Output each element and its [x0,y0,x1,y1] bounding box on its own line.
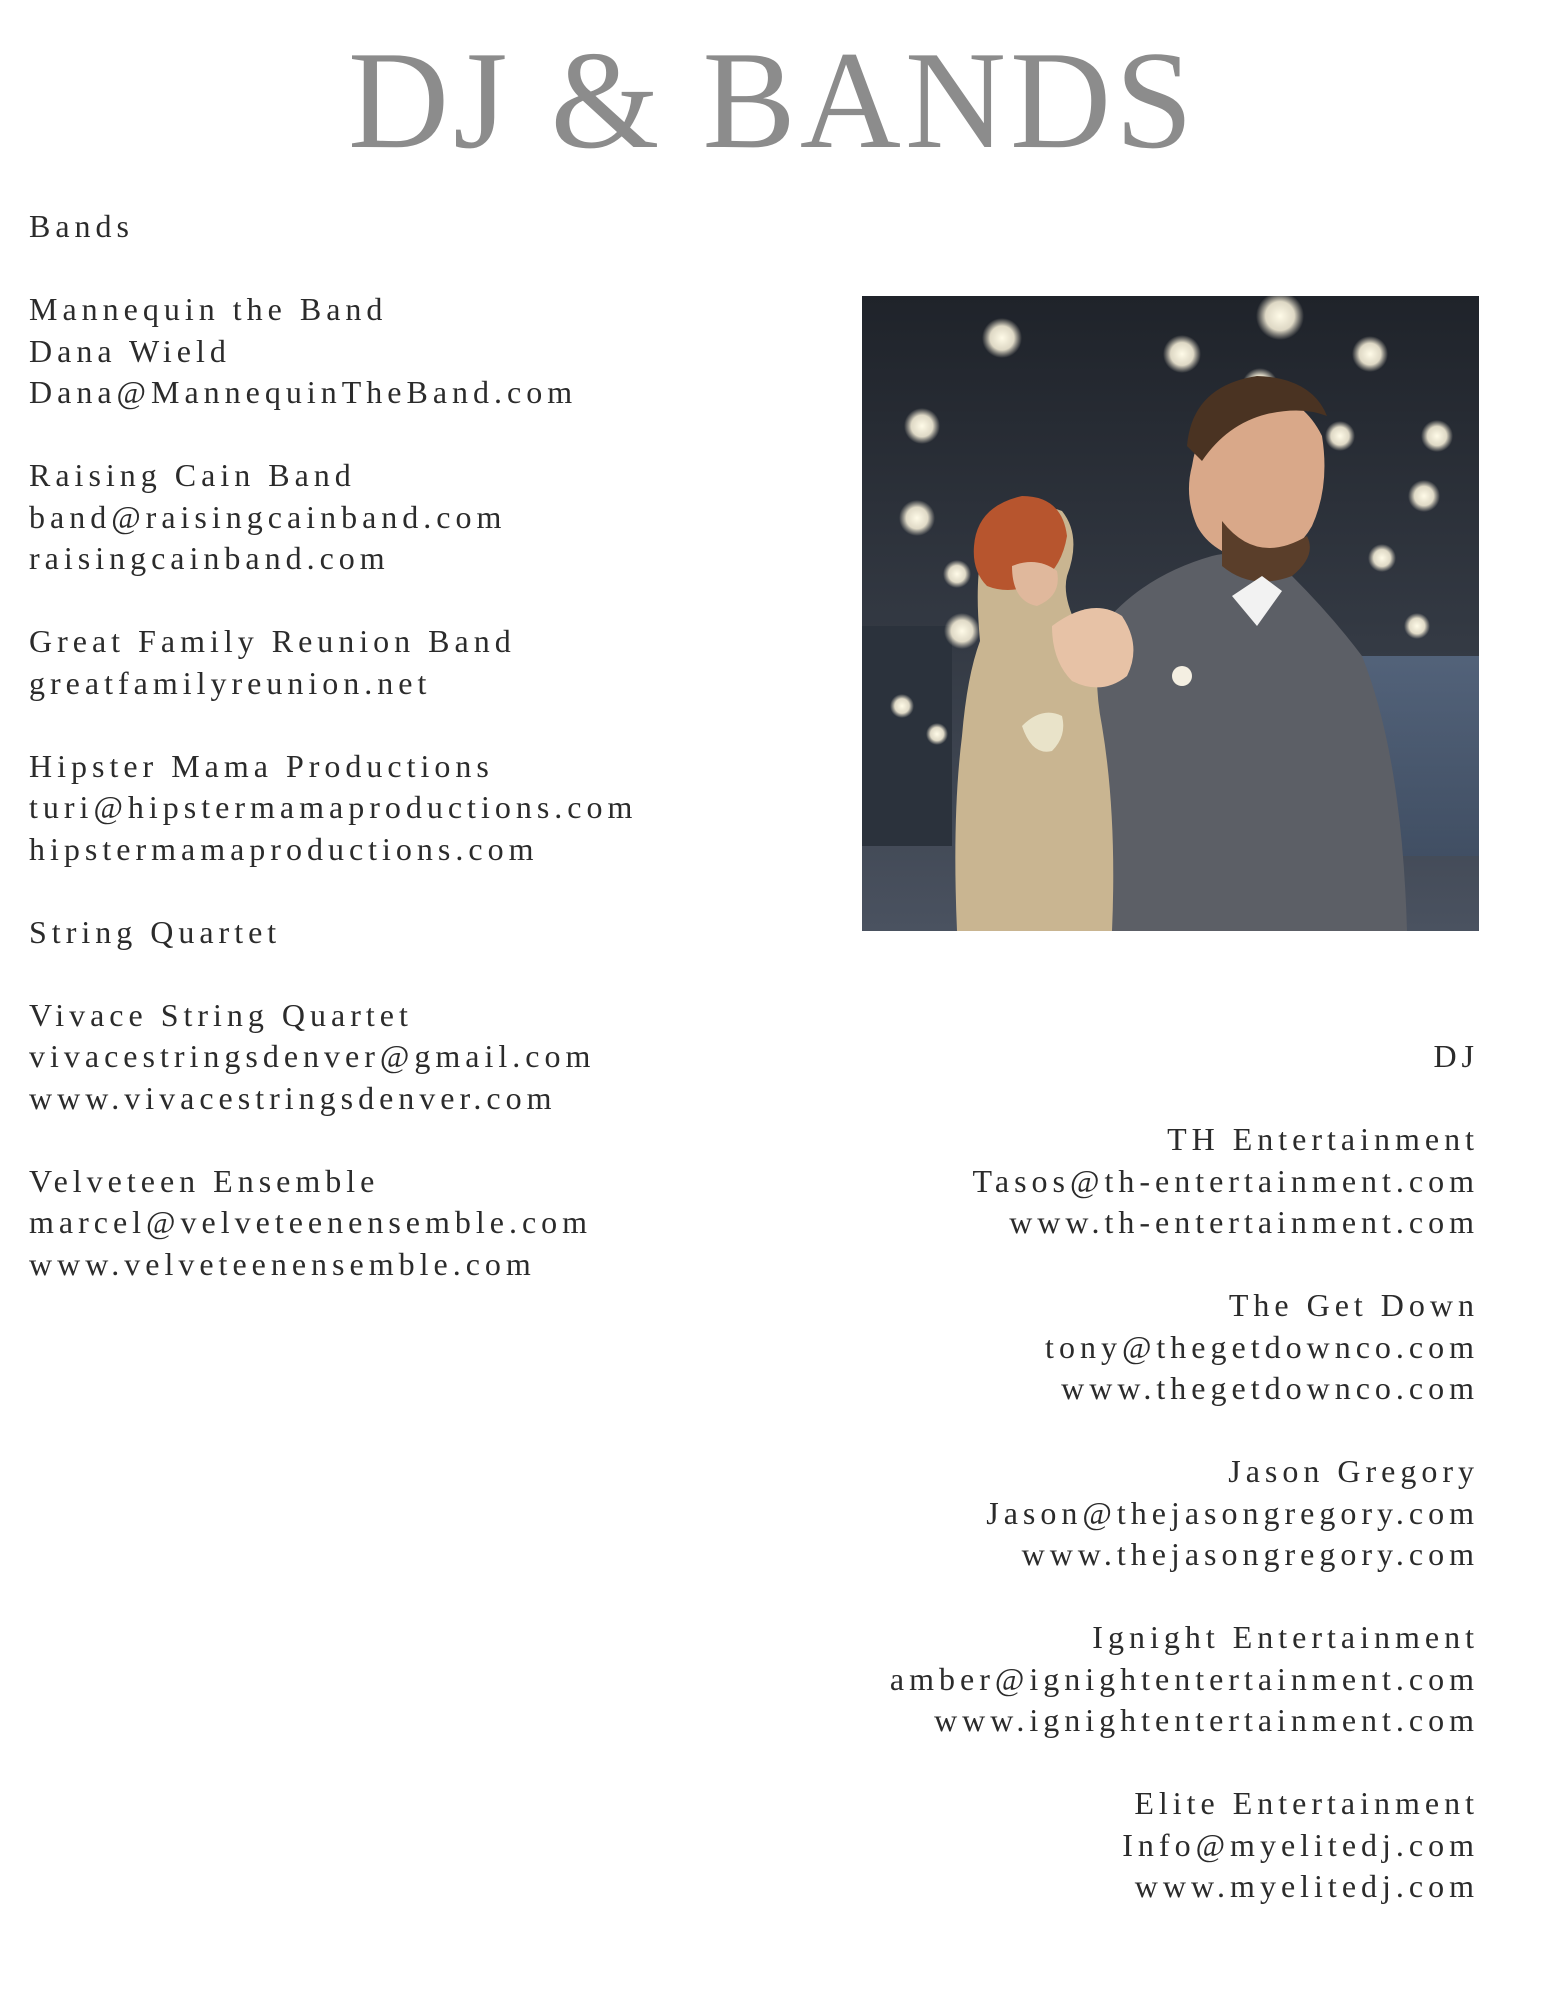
quartet-website[interactable]: www.vivacestringsdenver.com [29,1079,557,1116]
band-entry [29,621,849,704]
quartet-name: Vivace String Quartet [29,996,413,1033]
band-name: Hipster Mama Productions [29,747,494,784]
dj-heading: DJ [1433,1038,1479,1074]
dj-entry [659,1617,1479,1742]
dj-entry [659,1285,1479,1410]
quartet-email[interactable]: marcel@velveteenensemble.com [29,1204,593,1240]
band-name: Raising Cain Band [29,457,356,493]
dj-name: Jason Gregory [1228,1453,1479,1489]
band-website[interactable]: raisingcainband.com [29,540,390,576]
dj-name: TH Entertainment [1167,1121,1479,1157]
right-column [659,1036,1479,1908]
band-email[interactable]: Dana@MannequinTheBand.com [29,374,578,410]
bands-heading: Bands [29,208,134,244]
dj-entry [659,1451,1479,1576]
dj-name: The Get Down [1228,1287,1479,1323]
couple-dancing-photo [862,296,1479,931]
dj-entry [659,1783,1479,1908]
page-title: DJ & BANDS [347,23,1198,178]
dj-email[interactable]: Jason@thejasongregory.com [986,1494,1479,1531]
dj-entry [659,1119,1479,1244]
dj-website[interactable]: www.ignightentertainment.com [934,1702,1479,1738]
band-contact: Dana Wield [29,332,231,369]
dj-email[interactable]: tony@thegetdownco.com [1045,1328,1479,1365]
band-name: Mannequin the Band [29,291,388,327]
dj-email[interactable]: Info@myelitedj.com [1122,1826,1479,1863]
dj-website[interactable]: www.thegetdownco.com [1061,1370,1479,1406]
band-entry [29,289,849,414]
dj-email[interactable]: amber@ignightentertainment.com [889,1660,1479,1697]
quartet-name: Velveteen Ensemble [29,1162,380,1199]
band-name: Great Family Reunion Band [29,623,516,659]
dj-website[interactable]: www.thejasongregory.com [1021,1536,1479,1572]
band-email[interactable]: turi@hipstermamaproductions.com [29,789,638,825]
dj-website[interactable]: www.myelitedj.com [1134,1868,1479,1904]
quartet-website[interactable]: www.velveteenensemble.com [29,1245,536,1282]
band-website[interactable]: greatfamilyreunion.net [29,664,432,701]
dj-name: Elite Entertainment [1134,1785,1479,1821]
quartet-email[interactable]: vivacestringsdenver@gmail.com [29,1038,596,1074]
dj-email[interactable]: Tasos@th-entertainment.com [972,1162,1479,1199]
band-email[interactable]: band@raisingcainband.com [29,498,507,535]
string-quartet-heading: String Quartet [29,913,282,950]
band-entry [29,746,849,871]
band-website[interactable]: hipstermamaproductions.com [29,830,539,867]
dj-website[interactable]: www.th-entertainment.com [1009,1204,1479,1240]
dj-name: Ignight Entertainment [1092,1619,1479,1655]
band-entry [29,455,849,580]
